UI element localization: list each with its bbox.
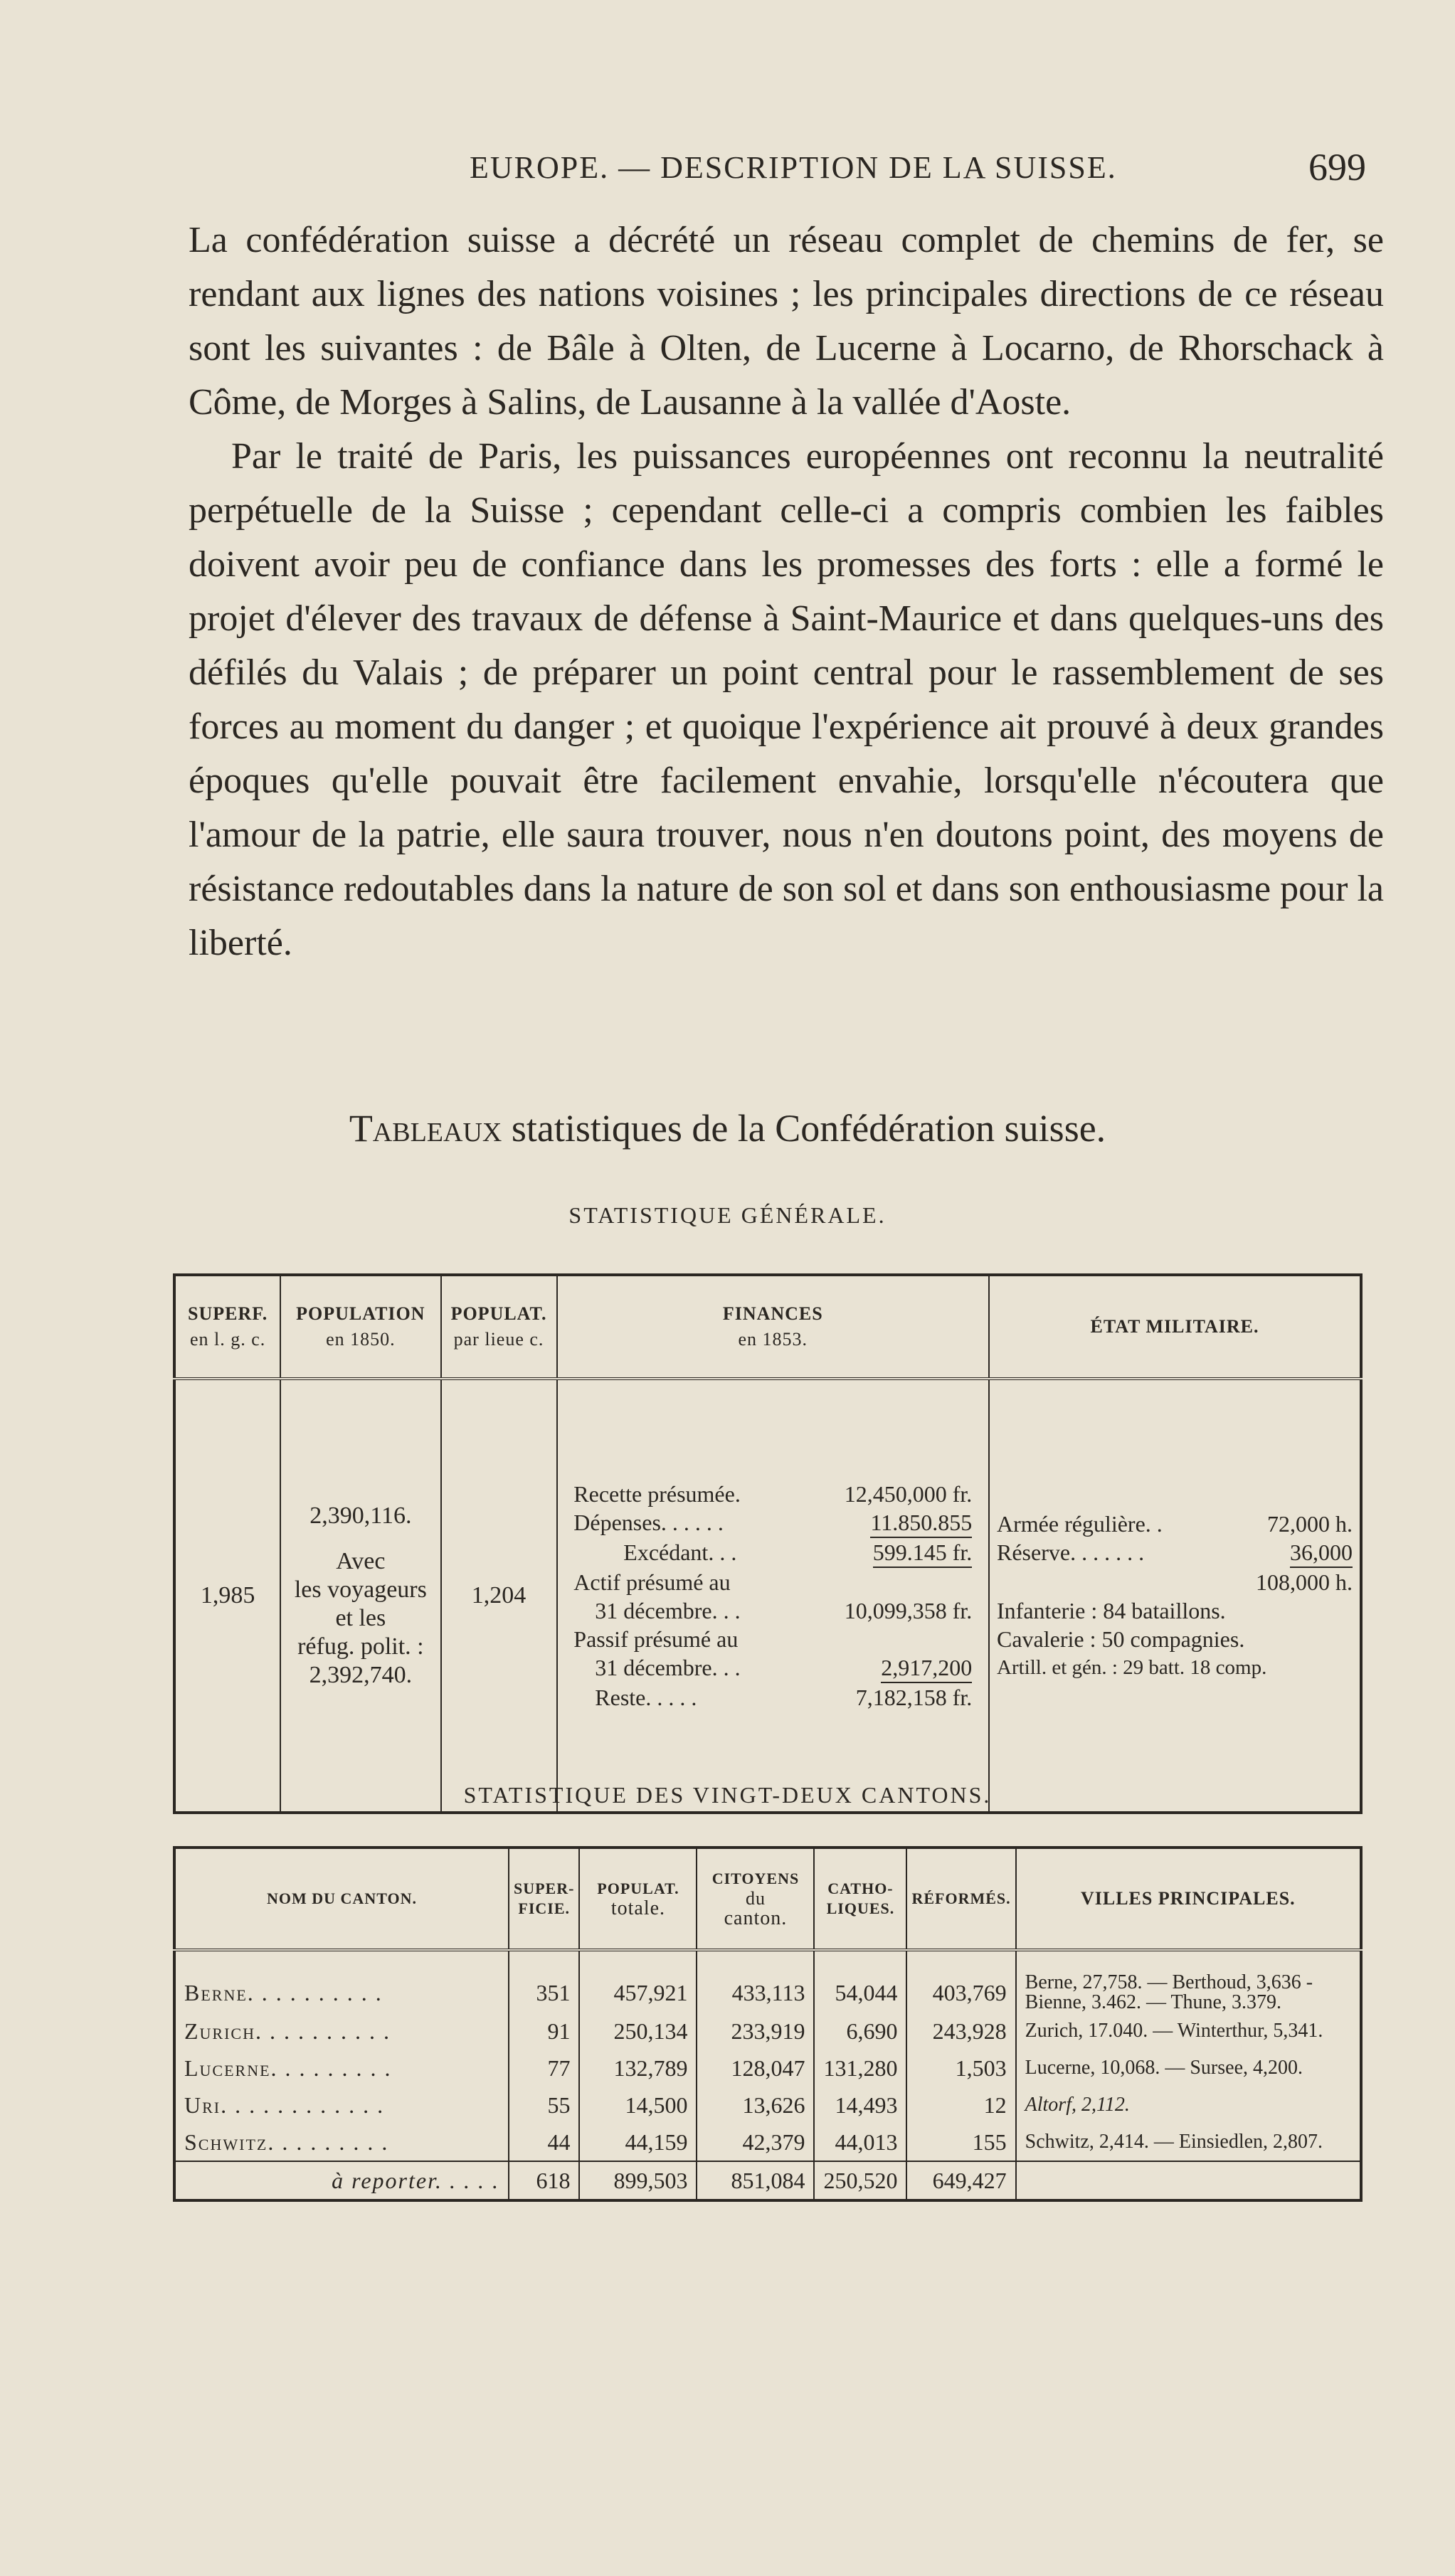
total-reformes: 649,427 xyxy=(906,2161,1015,2200)
paragraph-neutrality: Par le traité de Paris, les puissances européennes ont reconnu la neutralité perpétuelle de la Suisse ; cependant celle-ci a compris combien les faibles doivent avoir peu de confiance dans les promesses des forts : elle a formé le projet d'élever des travaux de défense à Saint-Maurice et dans quelques-uns des défilés du Valais ; de préparer un point central pour le rassemblement de ses forces au moment du danger ; et quoique l'expérience ait prouvé à deux grandes époques qu'elle pouvait être facilement envahie, lorsqu'elle n'écoutera que l'amour de la patrie, elle saura trouver, nous n'en doutons point, des moyens de résistance redoutables dans la nature de son sol et dans son enthousiasme pour la liberté. xyxy=(189,436,1384,963)
canton-superficie: 351 xyxy=(509,1973,579,2013)
header-population: POPULATION en 1850. xyxy=(280,1275,440,1379)
canton-superficie: 44 xyxy=(509,2124,579,2161)
running-title: EUROPE. — DESCRIPTION DE LA SUISSE. xyxy=(470,150,1117,185)
general-data-row xyxy=(174,1379,1361,1813)
header-finances: FINANCES en 1853. xyxy=(557,1275,989,1379)
canton-citoyens: 42,379 xyxy=(697,2124,814,2161)
canton-superficie: 91 xyxy=(509,2013,579,2050)
general-statistics-title: STATISTIQUE GÉNÉRALE. xyxy=(568,1202,887,1228)
section-title-rest: statistiques de la Confédération suisse. xyxy=(502,1107,1106,1150)
canton-villes: Zurich, 17.040. — Winterthur, 5,341. xyxy=(1025,2020,1323,2042)
section-title xyxy=(0,1106,1455,1150)
header-canton-catholiques: CATHO- LIQUES. xyxy=(814,1848,906,1950)
canton-row xyxy=(174,2013,1361,2050)
canton-citoyens: 128,047 xyxy=(697,2050,814,2087)
canton-reformes: 243,928 xyxy=(906,2013,1015,2050)
canton-row xyxy=(174,2124,1361,2161)
canton-name: Schwitz. . . . . . . . . xyxy=(174,2124,509,2161)
cell-population-per-league: 1,204 xyxy=(441,1379,557,1813)
canton-name: Uri. . . . . . . . . . . . xyxy=(174,2087,509,2124)
header-superficie: SUPERF. en l. g. c. xyxy=(174,1275,280,1379)
canton-catholiques: 44,013 xyxy=(814,2124,906,2161)
canton-villes: Lucerne, 10,068. — Sursee, 4,200. xyxy=(1025,2057,1303,2079)
canton-name: Lucerne. . . . . . . . . xyxy=(174,2050,509,2087)
total-catholiques: 250,520 xyxy=(814,2161,906,2200)
canton-name: Zurich. . . . . . . . . . xyxy=(174,2013,509,2050)
general-statistics-table xyxy=(173,1273,1363,1814)
cell-population: 2,390,116. Avec les voyageurs et les réfug. polit. : 2,392,740. xyxy=(280,1379,440,1813)
header-canton-name: NOM DU CANTON. xyxy=(174,1848,509,1950)
cantons-statistics-title: STATISTIQUE DES VINGT-DEUX CANTONS. xyxy=(463,1782,992,1808)
canton-row xyxy=(174,1973,1361,2013)
header-canton-citoyens: CITOYENS du canton. xyxy=(697,1848,814,1950)
cell-superficie: 1,985 xyxy=(174,1379,280,1813)
cantons-header-row xyxy=(174,1848,1361,1950)
header-canton-villes: VILLES PRINCIPALES. xyxy=(1016,1848,1361,1950)
total-citoyens: 851,084 xyxy=(697,2161,814,2200)
total-label: à reporter. . . . . xyxy=(174,2161,509,2200)
paragraph-railways: La confédération suisse a décrété un réseau complet de chemins de fer, se rendant aux lignes des nations voisines ; les principales directions de ce réseau sont les suivantes : de Bâle à Olten, de Lucerne à Locarno, de Rhorschack à Côme, de Morges à Salins, de Lausanne à la vallée d'Aoste. xyxy=(189,220,1384,423)
header-population-per-league: POPULAT. par lieue c. xyxy=(441,1275,557,1379)
total-villes-empty xyxy=(1016,2161,1361,2200)
header-canton-population: POPULAT. totale. xyxy=(579,1848,697,1950)
canton-citoyens: 13,626 xyxy=(697,2087,814,2124)
canton-superficie: 55 xyxy=(509,2087,579,2124)
running-header xyxy=(164,146,1366,192)
canton-catholiques: 54,044 xyxy=(814,1973,906,2013)
general-header-row xyxy=(174,1275,1361,1379)
header-military: ÉTAT MILITAIRE. xyxy=(989,1275,1361,1379)
canton-catholiques: 14,493 xyxy=(814,2087,906,2124)
canton-population: 44,159 xyxy=(579,2124,697,2161)
canton-population: 132,789 xyxy=(579,2050,697,2087)
canton-catholiques: 6,690 xyxy=(814,2013,906,2050)
canton-reformes: 1,503 xyxy=(906,2050,1015,2087)
canton-reformes: 403,769 xyxy=(906,1973,1015,2013)
canton-population: 14,500 xyxy=(579,2087,697,2124)
total-superficie: 618 xyxy=(509,2161,579,2200)
section-title-first-word: Tableaux xyxy=(349,1107,502,1150)
cell-finances: Recette présumée. 12,450,000 fr. Dépenses. . . . . . 11.850.855 Excédant. . . 599.145 fr. Actif présumé au 31 décembre. . . 10,099,358 fr. Passif présumé au 31 décembre. . . 2,917,200 Reste. . . . . 7,182,158 fr. xyxy=(557,1379,989,1813)
canton-superficie: 77 xyxy=(509,2050,579,2087)
header-canton-reformes: RÉFORMÉS. xyxy=(906,1848,1015,1950)
cell-military: Armée régulière. . 72,000 h. Réserve. . . . . . . 36,000 108,000 h. Infanterie : 84 bataillons. Cavalerie : 50 compagnies. Artill. et gén. : 29 batt. 18 comp. xyxy=(997,1511,1353,1679)
canton-row xyxy=(174,2087,1361,2124)
canton-population: 250,134 xyxy=(579,2013,697,2050)
canton-villes: Altorf, 2,112. xyxy=(1025,2094,1130,2116)
canton-total-row xyxy=(174,2161,1361,2200)
body-text xyxy=(189,213,1384,970)
canton-row xyxy=(174,2050,1361,2087)
canton-villes: Schwitz, 2,414. — Einsiedlen, 2,807. xyxy=(1025,2131,1323,2153)
canton-population: 457,921 xyxy=(579,1973,697,2013)
page-number: 699 xyxy=(1308,146,1366,189)
cantons-statistics-table xyxy=(173,1846,1363,2202)
canton-reformes: 155 xyxy=(906,2124,1015,2161)
canton-reformes: 12 xyxy=(906,2087,1015,2124)
header-canton-superficie: SUPER- FICIE. xyxy=(509,1848,579,1950)
canton-name: Berne. . . . . . . . . . xyxy=(174,1973,509,2013)
canton-citoyens: 433,113 xyxy=(697,1973,814,2013)
canton-villes: Berne, 27,758. — Berthoud, 3,636 - Bienne, 3.462. — Thune, 3.379. xyxy=(1025,1971,1313,2013)
canton-catholiques: 131,280 xyxy=(814,2050,906,2087)
spacer-row xyxy=(174,1950,1361,1973)
canton-citoyens: 233,919 xyxy=(697,2013,814,2050)
total-population: 899,503 xyxy=(579,2161,697,2200)
